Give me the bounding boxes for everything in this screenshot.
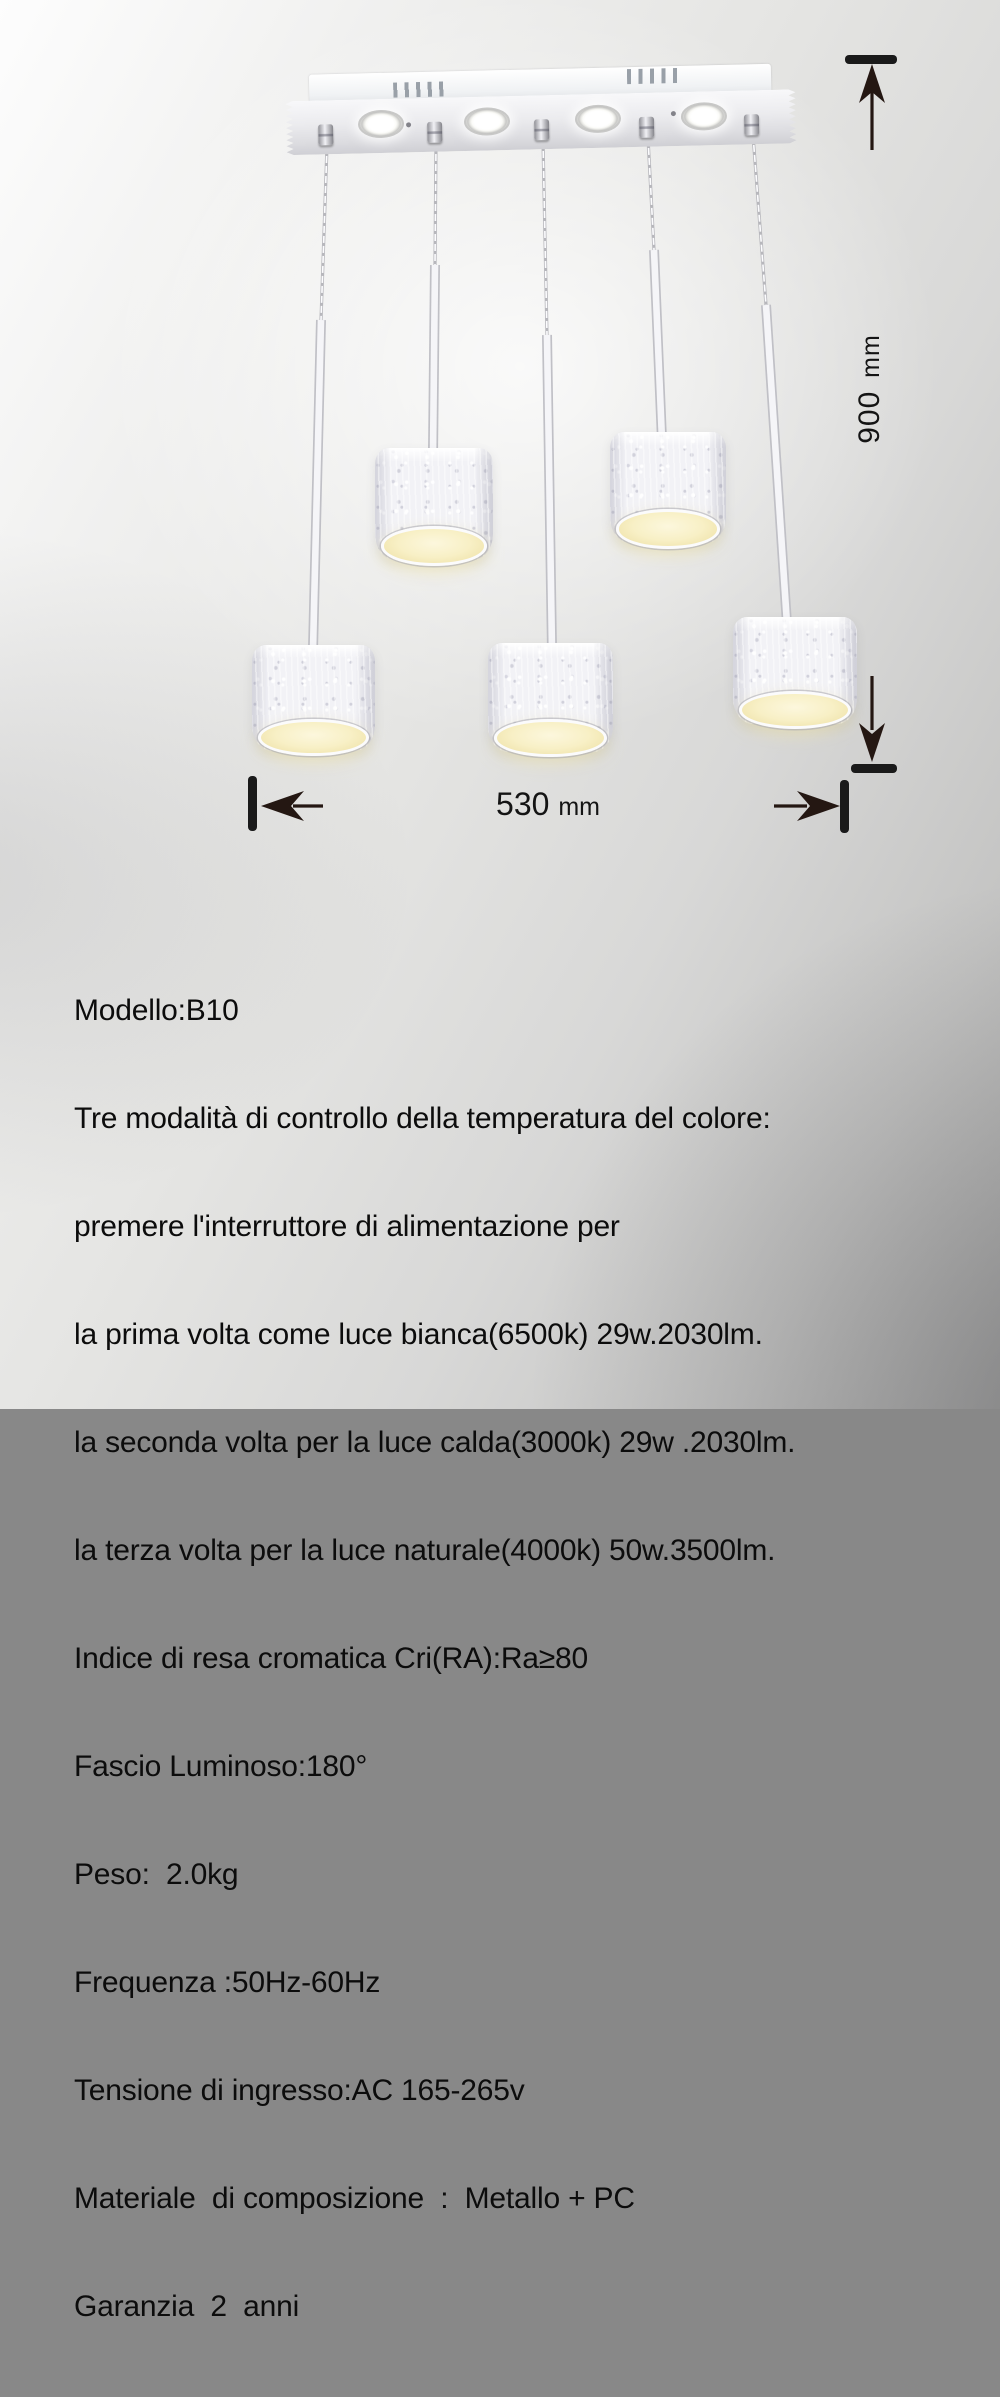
spec-line: Fascio Luminoso:180° (74, 1750, 368, 1783)
cable-5 (753, 135, 787, 624)
cable-connector (318, 124, 333, 145)
spec-line: Modello:B10 (74, 994, 239, 1027)
spec-line: Tensione di ingresso:AC 165-265v (74, 2074, 525, 2107)
width-left-cap (248, 776, 257, 831)
cable-4 (648, 138, 662, 440)
spec-list (74, 921, 954, 2397)
cable-connector (427, 122, 442, 143)
shade-warm-glow (258, 719, 369, 757)
ceiling-mount-bar (285, 61, 797, 157)
spec-line: Peso: 2.0kg (74, 1858, 239, 1891)
spec-line: Materiale di composizione : Metallo + PC (74, 2182, 635, 2215)
cable-2 (433, 144, 436, 455)
shade-warm-glow (494, 719, 607, 758)
pendant-shade (375, 448, 493, 560)
pendant-shade (488, 643, 613, 752)
spec-line: la terza volta per la luce naturale(4000k) 50w.3500lm. (74, 1534, 776, 1567)
width-dimension-label (468, 786, 628, 823)
width-right-cap (840, 780, 849, 833)
height-unit: mm (857, 334, 885, 378)
shade-warm-glow (616, 509, 720, 548)
shade-warm-glow (739, 691, 851, 729)
pendant-shade (252, 645, 375, 751)
spec-line: la seconda volta per la luce calda(3000k) 29w .2030lm. (74, 1426, 796, 1459)
vent-slots (627, 68, 681, 84)
spec-line: Frequenza :50Hz-60Hz (74, 1966, 381, 1999)
width-value: 530 (496, 786, 550, 822)
height-bottom-cap (851, 764, 897, 773)
cable-1 (313, 146, 327, 650)
spec-line: Tre modalità di controllo della temperatura del colore: (74, 1102, 771, 1135)
height-value: 900 (853, 390, 886, 444)
vent-slots (393, 81, 447, 97)
screw-dot (406, 122, 411, 127)
cable-3 (543, 141, 552, 650)
height-top-cap (845, 55, 897, 64)
width-unit: mm (558, 793, 600, 821)
cable-connector (639, 117, 654, 138)
cable-connector (744, 114, 759, 135)
pendant-shade (733, 617, 857, 724)
spec-line: la prima volta come luce bianca(6500k) 29w.2030lm. (74, 1318, 763, 1351)
pendant-shade (610, 432, 726, 543)
suspension-cables (313, 135, 787, 650)
spec-line: Garanzia 2 anni (74, 2290, 300, 2323)
spec-line: premere l'interruttore di alimentazione per (74, 1210, 620, 1243)
spec-line: Indice di resa cromatica Cri(RA):Ra≥80 (74, 1642, 589, 1675)
shade-warm-glow (381, 526, 487, 566)
cable-connector (534, 119, 549, 140)
height-dimension-label (853, 319, 887, 459)
